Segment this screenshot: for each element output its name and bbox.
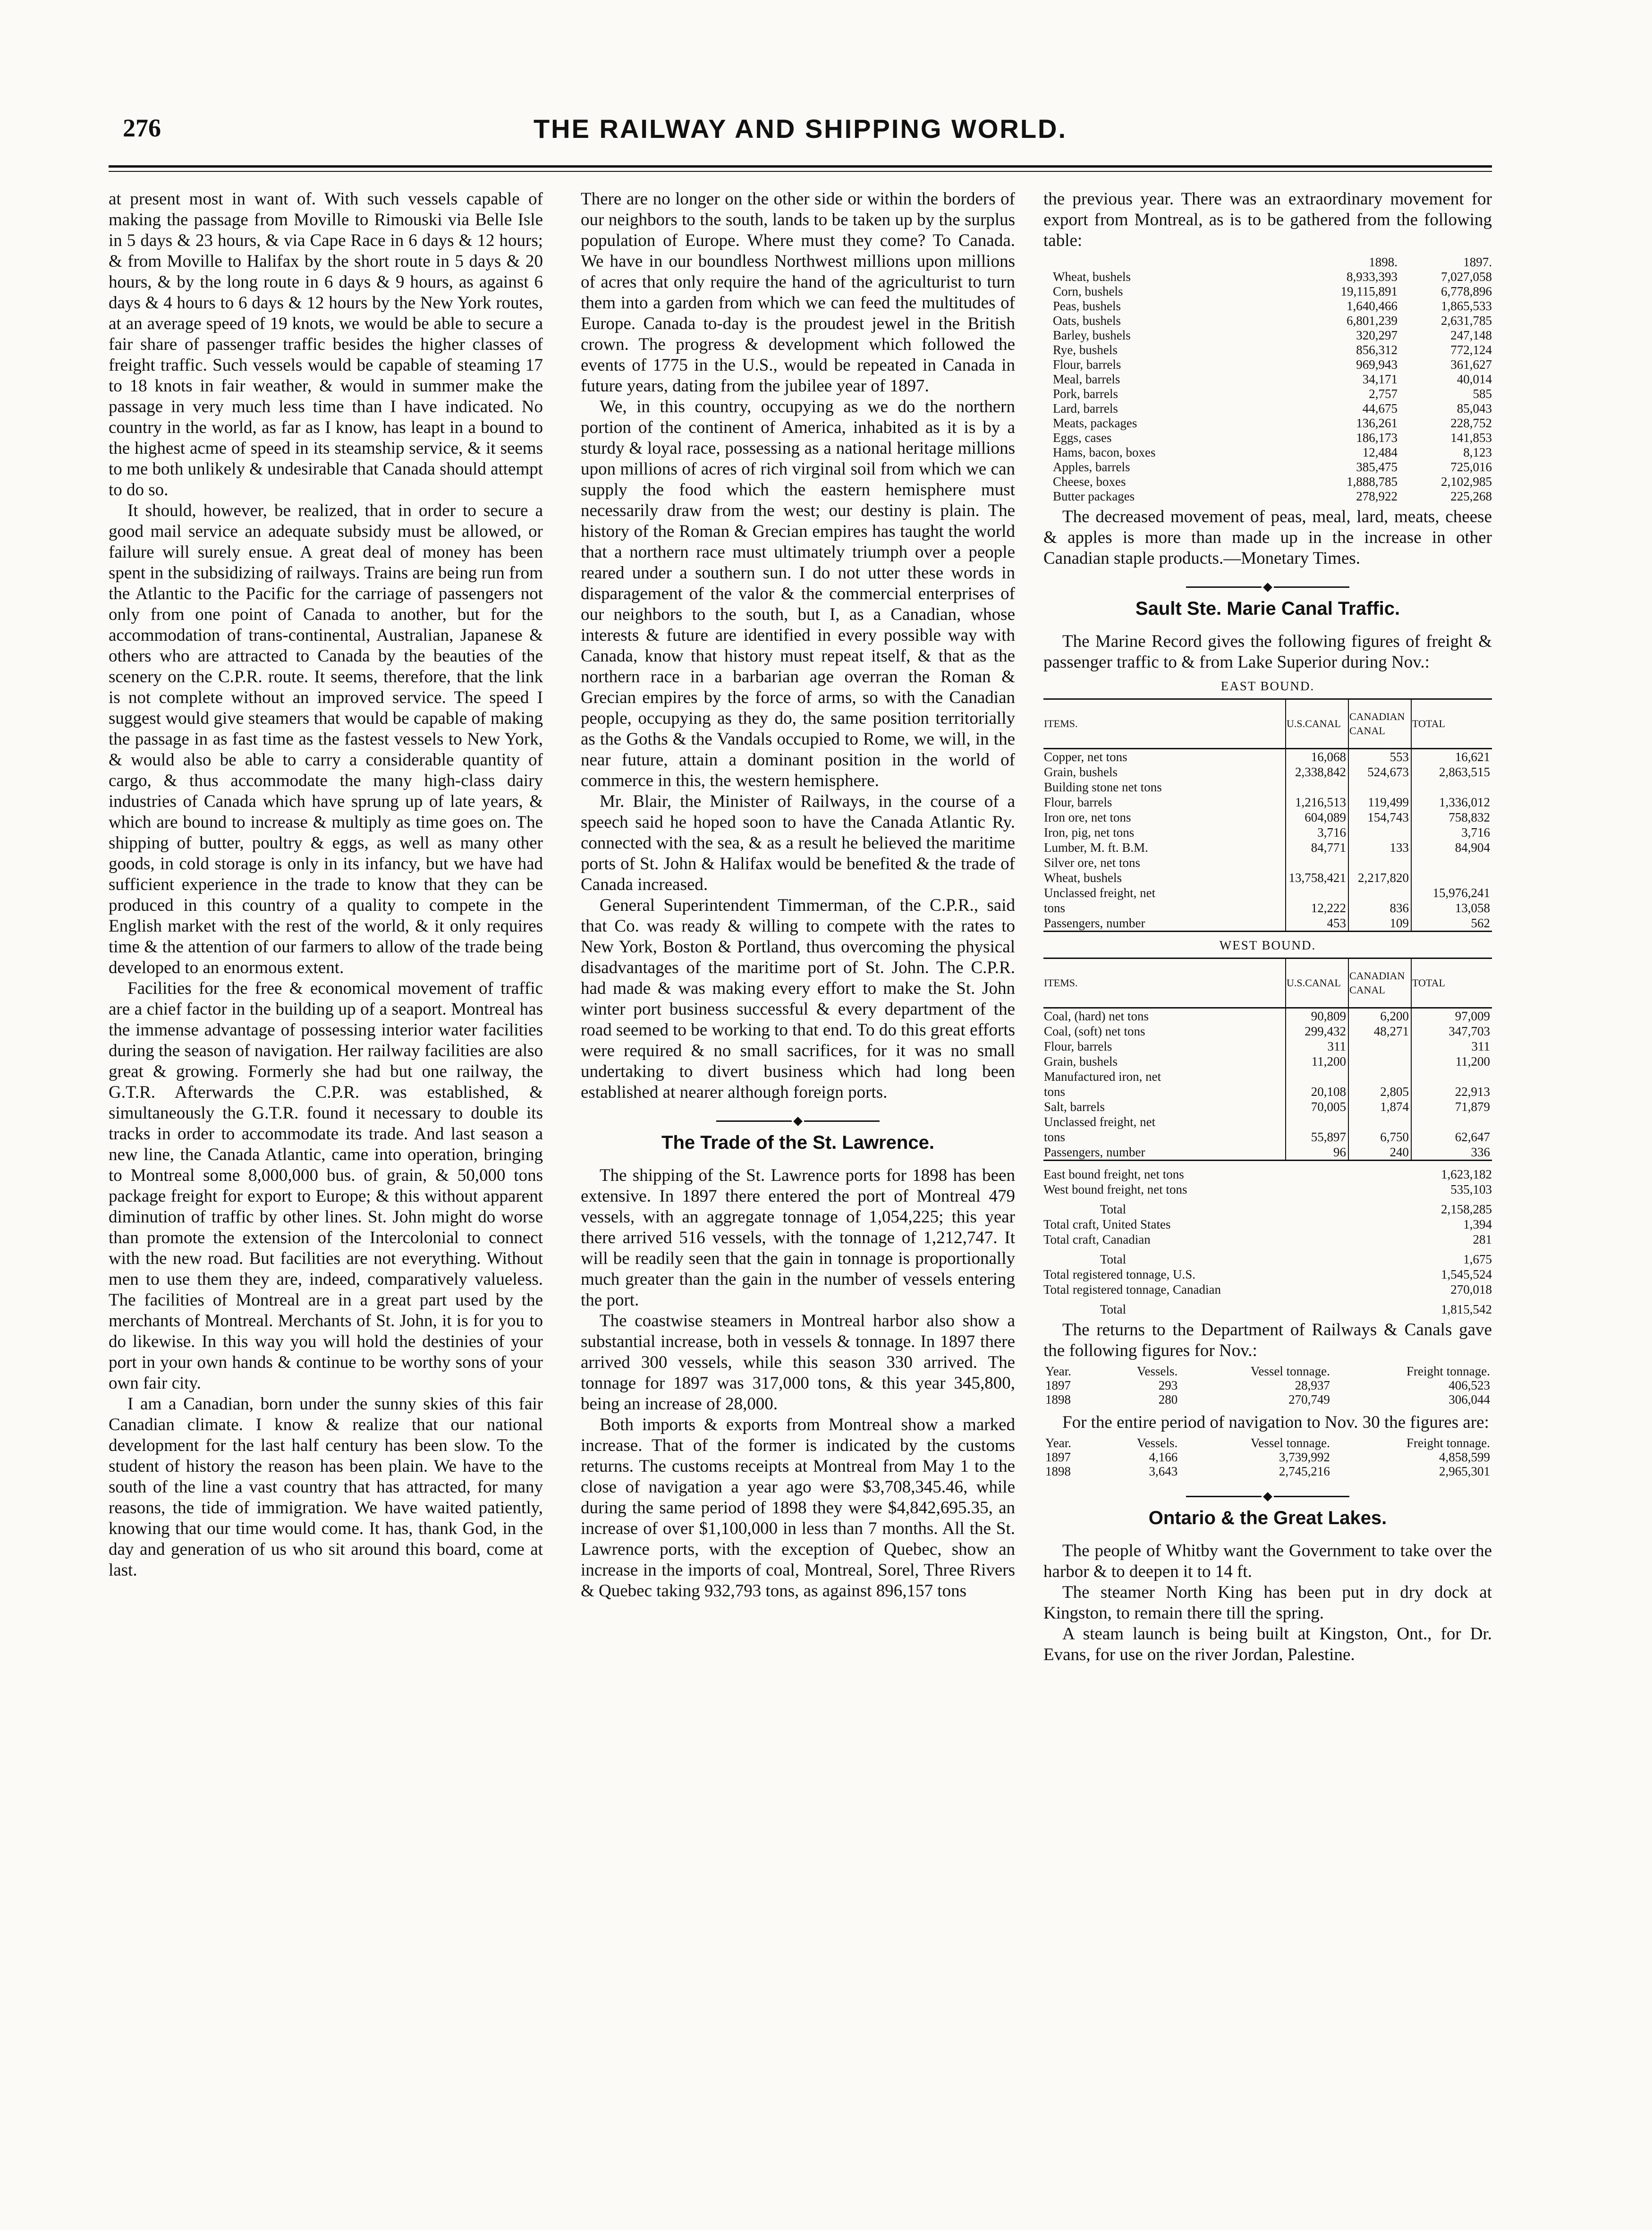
period-intro: For the entire period of navigation to Nov. 30 the figures are: — [1062, 1413, 1489, 1432]
total-cell: 2,863,515 — [1411, 764, 1492, 780]
exports-1897: 725,016 — [1450, 460, 1492, 474]
col-header: U.S.CANAL — [1286, 958, 1348, 1008]
ret-freight-tonnage: 406,523 — [1449, 1378, 1490, 1392]
column-2 — [581, 189, 1015, 1602]
ret-header: Freight tonnage. — [1406, 1364, 1490, 1378]
running-title: THE RAILWAY AND SHIPPING WORLD. — [533, 114, 1067, 144]
exports-1897: 2,102,985 — [1441, 475, 1492, 489]
totals-label: Total — [1100, 1252, 1127, 1266]
ret-header: Vessel tonnage. — [1250, 1364, 1330, 1378]
page-number: 276 — [123, 114, 161, 142]
total-cell — [1411, 780, 1492, 795]
totals-label: Total craft, United States — [1043, 1217, 1171, 1231]
exports-item: Oats, bushels — [1053, 314, 1121, 328]
total-cell: 62,647 — [1411, 1129, 1492, 1145]
returns-row — [1043, 1392, 1492, 1407]
canadian-canal-cell: 154,743 — [1348, 810, 1411, 825]
exports-item: Pork, barrels — [1053, 387, 1118, 401]
totals-row — [1043, 1267, 1492, 1282]
us-canal-cell: 13,758,421 — [1286, 870, 1348, 885]
col-header: TOTAL — [1411, 958, 1492, 1008]
item-cell: Unclassed freight, net — [1044, 1115, 1156, 1129]
totals-row — [1043, 1282, 1492, 1297]
totals-value: 281 — [1473, 1232, 1492, 1246]
total-cell: 22,913 — [1411, 1084, 1492, 1099]
exports-item: Meats, packages — [1053, 416, 1137, 430]
us-canal-cell: 604,089 — [1286, 810, 1348, 825]
item-cell: Flour, barrels — [1044, 795, 1112, 809]
canadian-canal-cell: 553 — [1348, 749, 1411, 765]
us-canal-cell: 70,005 — [1286, 1099, 1348, 1114]
ontario-paragraph: A steam launch is being built at Kingston, Ont., for Dr. Evans, for use on the river Jordan, Palestine. — [1043, 1624, 1492, 1664]
col-header: CANADIAN CANAL — [1348, 699, 1411, 749]
east-bound-title: EAST BOUND. — [1220, 679, 1315, 693]
col1-paragraph: Facilities for the free & economical movement of traffic are a chief factor in the building up of a seaport. Montreal has the immense advantage of possessing interior water facilities during the season of navigation. Her railway facilities are also great & growing. Formerly she had but one railway, the G.T.R. Afterwards the C.P.R. was established, & simultaneously the G.T.R. found it necessary to double its tracks in order to accommodate its trade. And last season a new line, the Canada Atlantic, came into operation, bringing to Montreal some 8,000,000 bus. of grain, & 50,000 tons package freight for export to Europe; & this without apparent diminution of traffic by other lines. St. John might do worse than promote the extension of the Intercolonial to connect with the new road. But facilities are not everything. Without men to use them they are, indeed, comparatively valueless. The facilities of Montreal are in a great part used by the merchants of Montreal. Merchants of St. John, it is for you to do likewise. In this way you will hold the destinies of your port in your own hands & continue to be worthy sons of your own fair city. — [109, 979, 543, 1393]
table-row — [1043, 1054, 1492, 1069]
col1-paragraph: at present most in want of. With such vessels capable of making the passage from Moville to Rimouski via Belle Isle in 5 days & 23 hours, & via Cape Race in 6 days & 12 hours; & from Moville to Halifax by the short route in 5 days & 20 hours, & by the long route in 6 days & 9 hours, as against 6 days & 4 hours to 6 days & 12 hours by the New York routes, at an average speed of 19 knots, we would be able to secure a fair share of passenger traffic besides the higher classes of freight traffic. Such vessels would be capable of steaming 17 to 18 knots in fair weather, & would in summer make the passage in very much less time than I have indicated. No country in the world, as far as I know, has leapt in a bound to the highest acme of speed in its steamship service, & it seems to me both unlikely & undesirable that Canada should attempt to do so. — [109, 189, 543, 500]
exports-1897: 585 — [1473, 387, 1492, 401]
exports-1898: 6,801,239 — [1347, 314, 1398, 328]
us-canal-cell: 90,809 — [1286, 1008, 1348, 1024]
returns-nov-table — [1043, 1364, 1492, 1407]
col2-paragraph: The shipping of the St. Lawrence ports for 1898 has been extensive. In 1897 there entered the port of Montreal 479 vessels, with an aggregate tonnage of 1,054,225; this year there arrived 516 vessels, with the tonnage of 1,212,747. It will be readily seen that the gain in tonnage is proportionally much greater than the gain in the number of vessels entering the port. — [581, 1166, 1015, 1310]
us-canal-cell: 55,897 — [1286, 1129, 1348, 1145]
traffic-totals — [1043, 1167, 1492, 1317]
total-cell — [1411, 1069, 1492, 1084]
exports-1898: 186,173 — [1356, 431, 1398, 445]
us-canal-cell — [1286, 855, 1348, 870]
ret-vessels: 280 — [1158, 1392, 1178, 1407]
col3-intro: the previous year. There was an extraordinary movement for export from Montreal, as is to be gathered from the following table: — [1043, 189, 1492, 250]
item-cell: Iron, pig, net tons — [1044, 825, 1135, 839]
west-bound-title: WEST BOUND. — [1219, 938, 1316, 952]
exports-row — [1053, 270, 1492, 284]
exports-1897: 228,752 — [1450, 416, 1492, 430]
col2-paragraph: There are no longer on the other side or within the borders of our neighbors to the south, lands to be taken up by the surplus population of Europe. Where must they come? To Canada. We have in our boundless Northwest millions upon millions of acres that only require the hand of the agriculturist to turn them into a garden from which we can feed the multitudes of Europe. Canada to-day is the proudest jewel in the British crown. The progress & development which followed the events of 1775 in the U.S., would be repeated in Canada in future years, dating from the jubilee year of 1897. — [581, 189, 1015, 396]
exports-1898: 856,312 — [1356, 343, 1398, 357]
totals-row — [1043, 1232, 1492, 1247]
totals-label: Total registered tonnage, Canadian — [1043, 1282, 1221, 1297]
exports-1897: 2,631,785 — [1441, 314, 1492, 328]
us-canal-cell: 11,200 — [1286, 1054, 1348, 1069]
exports-1898: 1,888,785 — [1347, 475, 1398, 489]
totals-label: West bound freight, net tons — [1043, 1182, 1187, 1196]
exports-item: Corn, bushels — [1053, 284, 1123, 298]
totals-value: 535,103 — [1450, 1182, 1492, 1196]
ontario-heading: Ontario & the Great Lakes. — [1148, 1508, 1387, 1528]
exports-1897: 247,148 — [1450, 328, 1492, 342]
us-canal-cell: 3,716 — [1286, 825, 1348, 840]
ontario-paragraph: The people of Whitby want the Government to take over the harbor & to deepen it to 14 ft. — [1043, 1541, 1492, 1581]
us-canal-cell: 453 — [1286, 916, 1348, 932]
exports-1898: 34,171 — [1362, 372, 1398, 386]
returns-intro: The returns to the Department of Railways & Canals gave the following figures for Nov.: — [1043, 1320, 1492, 1360]
canadian-canal-cell: 133 — [1348, 840, 1411, 855]
table-row — [1043, 870, 1492, 885]
total-cell: 16,621 — [1411, 749, 1492, 765]
ret-freight-tonnage: 2,965,301 — [1439, 1464, 1490, 1478]
exports-row — [1053, 284, 1492, 299]
col-header: TOTAL — [1411, 699, 1492, 749]
canadian-canal-cell: 524,673 — [1348, 764, 1411, 780]
sault-heading: Sault Ste. Marie Canal Traffic. — [1135, 598, 1400, 619]
total-cell — [1411, 855, 1492, 870]
item-cell: Grain, bushels — [1044, 1054, 1118, 1068]
exports-row — [1053, 489, 1492, 504]
sault-intro: The Marine Record gives the following figures of freight & passenger traffic to & from Lake Superior during Nov.: — [1043, 632, 1492, 672]
us-canal-cell: 84,771 — [1286, 840, 1348, 855]
table-row — [1043, 885, 1492, 900]
total-cell: 758,832 — [1411, 810, 1492, 825]
exports-1898: 44,675 — [1362, 401, 1398, 415]
table-row — [1043, 1099, 1492, 1114]
exports-1898: 2,757 — [1369, 387, 1398, 401]
table-row — [1043, 780, 1492, 795]
total-cell: 562 — [1411, 916, 1492, 932]
canadian-canal-cell — [1348, 1054, 1411, 1069]
ret-vessels: 3,643 — [1149, 1464, 1178, 1478]
totals-row — [1043, 1217, 1492, 1232]
exports-item: Hams, bacon, boxes — [1053, 445, 1156, 459]
canadian-canal-cell: 2,805 — [1348, 1084, 1411, 1099]
exports-1897: 141,853 — [1450, 431, 1492, 445]
table-row — [1043, 749, 1492, 765]
table-row — [1043, 1145, 1492, 1161]
table-row — [1043, 900, 1492, 916]
col2-paragraph: Both imports & exports from Montreal show a marked increase. That of the former is indicated by the customs returns. The customs receipts at Montreal from May 1 to the close of navigation a year ago were $3,708,345.46, while during the same period of 1898 they were $4,842,695.35, an increase of over $1,100,000 in less than 7 months. All the St. Lawrence ports, with the exception of Quebec, show an increase in the imports of coal, Montreal, Sorel, Three Rivers & Quebec taking 932,793 tons, as against 896,157 tons — [581, 1415, 1015, 1601]
ret-vessel-tonnage: 28,937 — [1295, 1378, 1330, 1392]
total-cell — [1411, 1114, 1492, 1129]
returns-row — [1043, 1450, 1492, 1464]
table-row — [1043, 764, 1492, 780]
exports-item: Butter packages — [1053, 489, 1135, 503]
item-cell: Salt, barrels — [1044, 1100, 1105, 1114]
item-cell: Iron ore, net tons — [1044, 810, 1131, 824]
exports-1897: 85,043 — [1457, 401, 1492, 415]
exports-row — [1053, 299, 1492, 314]
exports-row — [1053, 431, 1492, 445]
totals-row — [1043, 1182, 1492, 1197]
returns-period-table — [1043, 1436, 1492, 1478]
canadian-canal-cell — [1348, 885, 1411, 900]
exports-1897: 225,268 — [1450, 489, 1492, 503]
canadian-canal-cell: 2,217,820 — [1348, 870, 1411, 885]
exports-1898: 278,922 — [1356, 489, 1398, 503]
col-header: U.S.CANAL — [1286, 699, 1348, 749]
total-cell: 347,703 — [1411, 1024, 1492, 1039]
total-cell: 1,336,012 — [1411, 795, 1492, 810]
table-row — [1043, 825, 1492, 840]
table-row — [1043, 810, 1492, 825]
totals-label: Total — [1100, 1202, 1127, 1216]
item-cell: tons — [1044, 901, 1066, 915]
returns-row — [1043, 1378, 1492, 1392]
exports-item: Apples, barrels — [1053, 460, 1130, 474]
total-cell: 84,904 — [1411, 840, 1492, 855]
totals-value: 1,815,542 — [1441, 1302, 1492, 1316]
section-ornament — [1043, 576, 1492, 588]
table-row — [1043, 1039, 1492, 1054]
canadian-canal-cell: 48,271 — [1348, 1024, 1411, 1039]
item-cell: Copper, net tons — [1044, 750, 1127, 764]
canadian-canal-cell — [1348, 780, 1411, 795]
ret-header: Year. — [1045, 1436, 1072, 1450]
column-1 — [109, 189, 543, 1581]
totals-value: 1,623,182 — [1441, 1167, 1492, 1181]
west-bound-table — [1043, 958, 1492, 1161]
totals-label: Total — [1100, 1302, 1127, 1316]
exports-item: Wheat, bushels — [1053, 270, 1131, 284]
ret-vessels: 293 — [1158, 1378, 1178, 1392]
table-row — [1043, 1069, 1492, 1084]
exports-1898: 8,933,393 — [1347, 270, 1398, 284]
exports-row — [1053, 314, 1492, 328]
table-row — [1043, 1114, 1492, 1129]
canadian-canal-cell: 6,750 — [1348, 1129, 1411, 1145]
totals-label: East bound freight, net tons — [1043, 1167, 1184, 1181]
canadian-canal-cell — [1348, 855, 1411, 870]
item-cell: Grain, bushels — [1044, 765, 1118, 779]
total-cell: 13,058 — [1411, 900, 1492, 916]
exports-row — [1053, 328, 1492, 343]
exports-item: Barley, bushels — [1053, 328, 1131, 342]
item-cell: Coal, (soft) net tons — [1044, 1024, 1145, 1038]
table-row — [1043, 1008, 1492, 1024]
totals-value: 270,018 — [1450, 1282, 1492, 1297]
exports-1897: 772,124 — [1450, 343, 1492, 357]
st-lawrence-heading: The Trade of the St. Lawrence. — [661, 1132, 934, 1153]
exports-1898: 19,115,891 — [1340, 284, 1398, 298]
exports-table — [1053, 255, 1492, 504]
table-row — [1043, 840, 1492, 855]
item-cell: Coal, (hard) net tons — [1044, 1009, 1149, 1023]
total-cell: 311 — [1411, 1039, 1492, 1054]
ret-header: Vessel tonnage. — [1250, 1436, 1330, 1450]
exports-1898: 320,297 — [1356, 328, 1398, 342]
exports-1898: 1,640,466 — [1347, 299, 1398, 313]
us-canal-cell — [1286, 1069, 1348, 1084]
ret-freight-tonnage: 306,044 — [1449, 1392, 1490, 1407]
ret-header: Vessels. — [1137, 1436, 1178, 1450]
exports-row — [1053, 357, 1492, 372]
us-canal-cell: 1,216,513 — [1286, 795, 1348, 810]
exports-item: Eggs, cases — [1053, 431, 1112, 445]
item-cell: Passengers, number — [1043, 916, 1286, 932]
exports-1897: 40,014 — [1457, 372, 1492, 386]
exports-1897: 6,778,896 — [1441, 284, 1492, 298]
item-cell: Wheat, bushels — [1044, 871, 1122, 885]
us-canal-cell: 311 — [1286, 1039, 1348, 1054]
ret-header: Vessels. — [1137, 1364, 1178, 1378]
col2-paragraph: Mr. Blair, the Minister of Railways, in the course of a speech said he hoped soon to have the Canada Atlantic Ry. connected with the sea, & as a result he believed the maritime ports of St. John & Halifax would be benefited & the trade of Canada increased. — [581, 792, 1015, 894]
us-canal-cell — [1286, 885, 1348, 900]
totals-value: 2,158,285 — [1441, 1202, 1492, 1216]
totals-row — [1043, 1202, 1492, 1217]
canadian-canal-cell: 109 — [1348, 916, 1411, 932]
ret-vessel-tonnage: 3,739,992 — [1279, 1450, 1330, 1464]
ret-vessels: 4,166 — [1149, 1450, 1178, 1464]
ret-year: 1898 — [1045, 1464, 1071, 1478]
canadian-canal-cell — [1348, 1114, 1411, 1129]
totals-value: 1,394 — [1463, 1217, 1492, 1231]
item-cell: Manufactured iron, net — [1044, 1069, 1161, 1084]
us-canal-cell: 16,068 — [1286, 749, 1348, 765]
exports-year-header: 1898. 1897. — [1369, 255, 1492, 269]
exports-item: Meal, barrels — [1053, 372, 1120, 386]
exports-row — [1053, 460, 1492, 475]
col-header: ITEMS. — [1043, 699, 1286, 749]
page-header — [109, 109, 1492, 165]
table-row — [1043, 1024, 1492, 1039]
canadian-canal-cell — [1348, 825, 1411, 840]
canadian-canal-cell — [1348, 1069, 1411, 1084]
ret-freight-tonnage: 4,858,599 — [1439, 1450, 1490, 1464]
item-cell: tons — [1044, 1085, 1066, 1099]
exports-1897: 361,627 — [1450, 357, 1492, 372]
exports-item: Cheese, boxes — [1053, 475, 1126, 489]
us-canal-cell: 2,338,842 — [1286, 764, 1348, 780]
total-cell: 71,879 — [1411, 1099, 1492, 1114]
item-cell: Lumber, M. ft. B.M. — [1044, 840, 1148, 855]
table-row — [1043, 795, 1492, 810]
section-ornament — [1043, 1485, 1492, 1497]
col2-paragraph: We, in this country, occupying as we do the northern portion of the continent of America, inhabited as it is by a sturdy & loyal race, possessing as a national heritage millions upon millions of acres of rich virginal soil from which we can supply the food which the eastern hemisphere must necessarily draw from the west; our destiny is plain. The history of the Roman & Grecian empires has taught the world that a northern race must ultimately triumph over a people reared under a southern sun. I do not utter these words in disparagement of the valor & the commercial enterprises of our neighbors to the south, but I, as a Canadian, whose interests & future are identified in every possible way with Canada, know that history must repeat itself, & that as the northern race in a barbarian age overran the Roman & Grecian empires by the force of arms, so with the Canadian people, occupying as they do, the same position territorially as the Goths & the Vandals occupied to Rome, we will, in the near future, attain a dominant position in the world of commerce in this, the western hemisphere. — [581, 397, 1015, 790]
total-cell: 11,200 — [1411, 1054, 1492, 1069]
ret-year: 1897 — [1045, 1378, 1071, 1392]
col2-paragraph: The coastwise steamers in Montreal harbor also show a substantial increase, both in vessels & tonnage. In 1897 there arrived 300 vessels, while this season 330 arrived. The tonnage for 1897 was 317,000 tons, & this year 345,800, being an increase of 28,000. — [581, 1311, 1015, 1414]
canadian-canal-cell: 836 — [1348, 900, 1411, 916]
totals-value: 1,675 — [1463, 1252, 1492, 1266]
canadian-canal-cell: 6,200 — [1348, 1008, 1411, 1024]
exports-row — [1053, 343, 1492, 357]
header-rule-thin — [109, 171, 1492, 172]
exports-row — [1053, 401, 1492, 416]
canadian-canal-cell: 119,499 — [1348, 795, 1411, 810]
exports-1898: 969,943 — [1356, 357, 1398, 372]
exports-item: Lard, barrels — [1053, 401, 1118, 415]
ret-header: Year. — [1045, 1364, 1072, 1378]
col-header: CANADIAN CANAL — [1348, 958, 1411, 1008]
item-cell: Unclassed freight, net — [1044, 886, 1156, 900]
totals-row — [1043, 1302, 1492, 1317]
total-cell: 3,716 — [1411, 825, 1492, 840]
exports-row — [1053, 475, 1492, 489]
exports-row — [1053, 416, 1492, 431]
exports-item: Peas, bushels — [1053, 299, 1121, 313]
canadian-canal-cell — [1348, 1039, 1411, 1054]
exports-row — [1053, 445, 1492, 460]
exports-item: Rye, bushels — [1053, 343, 1118, 357]
totals-label: Total registered tonnage, U.S. — [1043, 1267, 1196, 1281]
total-cell: 336 — [1411, 1145, 1492, 1161]
exports-1897: 1,865,533 — [1441, 299, 1492, 313]
table-row — [1043, 916, 1492, 932]
exports-1897: 7,027,058 — [1441, 270, 1492, 284]
east-bound-table — [1043, 698, 1492, 932]
exports-1897: 8,123 — [1463, 445, 1492, 459]
totals-row — [1043, 1252, 1492, 1267]
ret-year: 1898 — [1045, 1392, 1071, 1407]
exports-1898: 385,475 — [1356, 460, 1398, 474]
item-cell: Flour, barrels — [1044, 1039, 1112, 1053]
us-canal-cell: 20,108 — [1286, 1084, 1348, 1099]
canadian-canal-cell: 240 — [1348, 1145, 1411, 1161]
ret-header: Freight tonnage. — [1406, 1436, 1490, 1450]
ret-vessel-tonnage: 270,749 — [1288, 1392, 1330, 1407]
ret-vessel-tonnage: 2,745,216 — [1279, 1464, 1330, 1478]
canadian-canal-cell: 1,874 — [1348, 1099, 1411, 1114]
item-cell: Building stone net tons — [1044, 780, 1162, 794]
us-canal-cell: 96 — [1286, 1145, 1348, 1161]
table-row — [1043, 1084, 1492, 1099]
total-cell: 97,009 — [1411, 1008, 1492, 1024]
section-ornament — [581, 1110, 1015, 1122]
col3-after-table: The decreased movement of peas, meal, lard, meats, cheese & apples is more than made up in the increase in other Canadian staple products.—Monetary Times. — [1043, 507, 1492, 568]
table-row — [1043, 855, 1492, 870]
col2-paragraph: General Superintendent Timmerman, of the C.P.R., said that Co. was ready & willing to compete with the rates to New York, Boston & Portland, thus overcoming the physical disadvantages of the maritime port of St. John. The C.P.R. had made & was making every effort to make the St. John winter port business successful & every department of the road seemed to be working to that end. To do this great efforts were required & no small sacrifices, for it was no small undertaking to divert business which had long been established at nearer although foreign ports. — [581, 896, 1015, 1102]
col-header: ITEMS. — [1043, 958, 1286, 1008]
total-cell: 15,976,241 — [1411, 885, 1492, 900]
col1-paragraph: I am a Canadian, born under the sunny skies of this fair Canadian climate. I know & realize that our national development for the last half century has been slow. To the student of history the reason has been plain. We have to the south of the line a vast country that has attracted, for many reasons, the tide of immigration. We have waited patiently, knowing that our time would come. It has, thank God, in the day and generation of us who sit around this board, come at last. — [109, 1394, 543, 1580]
exports-row — [1053, 387, 1492, 401]
us-canal-cell — [1286, 780, 1348, 795]
col1-paragraph: It should, however, be realized, that in order to secure a good mail service an adequate subsidy must be allowed, or failure will surely ensue. A great deal of money has been spent in the subsidizing of railways. Trains are being run from the Atlantic to the Pacific for the carriage of passengers not only from one point of Canada to another, but for the accommodation of trans-continental, Australian, Japanese & others who are attracted to Canada by the beauties of the scenery on the C.P.R. route. It seems, therefore, that the link is not complete without an improved service. The speed I suggest would give steamers that would be capable of making the passage in as fast time as the fastest vessels to New York, & would also be able to carry a considerable quantity of cargo, & thus accommodate the many high-class dairy industries of Canada which have sprung up of late years, & which are bound to increase & multiply as time goes on. The shipping of butter, poultry & eggs, as well as many other goods, in cold storage is only in its infancy, but we have had sufficient experience in the trade to know that they can be produced in this country of a quality to compete in the English market with the rest of the world, & it only requires time & the attention of our farmers to allow of the trade being developed to an enormous extent. — [109, 501, 543, 977]
exports-item: Flour, barrels — [1053, 357, 1121, 372]
us-canal-cell: 12,222 — [1286, 900, 1348, 916]
returns-row — [1043, 1464, 1492, 1478]
exports-row — [1053, 372, 1492, 387]
exports-1898: 12,484 — [1362, 445, 1398, 459]
ret-year: 1897 — [1045, 1450, 1071, 1464]
ontario-paragraph: The steamer North King has been put in dry dock at Kingston, to remain there till the spring. — [1043, 1583, 1492, 1623]
us-canal-cell — [1286, 1114, 1348, 1129]
totals-label: Total craft, Canadian — [1043, 1232, 1151, 1246]
table-row — [1043, 1129, 1492, 1145]
exports-1898: 136,261 — [1356, 416, 1398, 430]
item-cell: Silver ore, net tons — [1044, 856, 1140, 870]
item-cell: Passengers, number — [1043, 1145, 1286, 1161]
totals-value: 1,545,524 — [1441, 1267, 1492, 1281]
total-cell — [1411, 870, 1492, 885]
header-rule-thick — [109, 165, 1492, 168]
column-3 — [1043, 189, 1492, 1665]
item-cell: tons — [1044, 1130, 1066, 1144]
us-canal-cell: 299,432 — [1286, 1024, 1348, 1039]
totals-row — [1043, 1167, 1492, 1182]
